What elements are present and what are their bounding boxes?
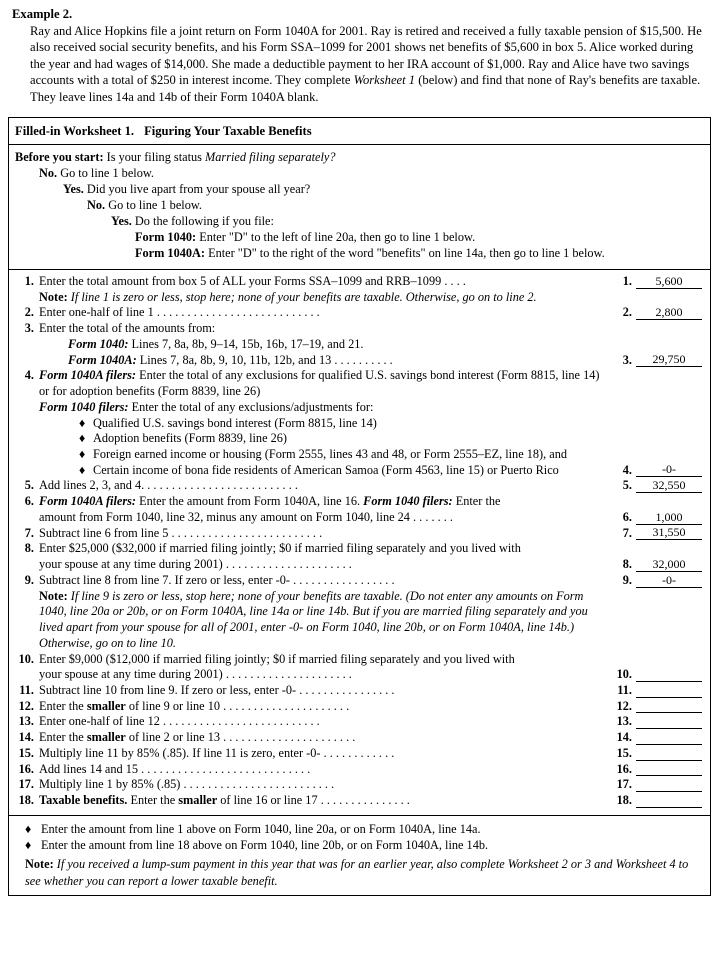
- worksheet-line-11: [9, 683, 710, 699]
- form-1040-label: Form 1040:: [68, 336, 129, 351]
- amount-field[interactable]: 2,800: [636, 306, 702, 320]
- worksheet-line-17: [9, 777, 710, 793]
- line-text: [39, 714, 610, 730]
- line-3-form-1040: [39, 337, 610, 353]
- line-text: [39, 573, 610, 589]
- form-1040a-text: Enter "D" to the right of the word "benefits" on line 14a, then go to line 1 below.: [208, 245, 605, 260]
- dot-leader: . . . . . . . . . . . . . . . . . . . . . . . . . . . .: [141, 761, 311, 776]
- dot-leader: . . . . . . . . . . . . . . . . . . . . . .: [223, 730, 356, 745]
- bullet-icon: ♦: [79, 415, 86, 430]
- worksheet-line-4-1040: [9, 400, 710, 416]
- line-label: Enter one-half of line 12: [39, 714, 160, 729]
- line-9-note: Note: If line 9 is zero or less, stop here; none of your benefits are taxable. (Do not enter any amounts on Form 1040, line 20a or 20b, or on Form 1040A, line 14a or line 14b. But if you are married filing separately and you lived apart from your spouse for all of 2001, enter -0- on Form 1040, line 20b, or on Form 1040A, line 14b.) Otherwise, go on to line 10.: [39, 588, 588, 650]
- line-label: Enter the total of the amounts from:: [39, 321, 216, 336]
- amount-field[interactable]: [636, 747, 702, 761]
- line-number-right: 2.: [622, 305, 632, 320]
- line-4-body: Enter the total of any exclusions for qualified U.S. savings bond interest (Form 8815, line 14) or for adoption benefits (Form 8839, line 26): [39, 368, 600, 399]
- form-1040a-label: Form 1040A:: [135, 245, 206, 260]
- dot-leader: . . . . . . . . . . . .: [323, 745, 395, 760]
- worksheet-line-4-bullet-1: [9, 416, 710, 432]
- line-number: 18.: [18, 793, 34, 808]
- line-10-text: Enter $9,000 ($12,000 if married filing jointly; $0 if married filing separately and you lived with: [39, 651, 515, 666]
- footer-bullet-2: [25, 837, 700, 853]
- line-label: Subtract line 10 from line 9. If zero or less, enter -0-: [39, 683, 297, 697]
- dot-leader: . . . . . . . . . . . . . . . . . . . . . . . . . . .: [156, 305, 320, 320]
- worksheet-line-2: [9, 305, 710, 321]
- worksheet-title-filled: Filled-in Worksheet 1.: [15, 123, 135, 138]
- amount-field[interactable]: [636, 762, 702, 776]
- worksheet-line-1-note: [9, 290, 710, 306]
- line-6-body: Enter the amount from Form 1040A, line 16.: [139, 494, 361, 509]
- amount-field[interactable]: 32,000: [636, 558, 702, 572]
- worksheet-line-15: [9, 746, 710, 762]
- before-start-yes2-label: Yes.: [111, 213, 132, 228]
- bullet-icon: ♦: [79, 462, 86, 477]
- line-number: 10.: [18, 651, 34, 666]
- dot-leader: . . . . . . .: [413, 509, 453, 524]
- example-heading: Example 2.: [12, 7, 73, 21]
- line-label: Subtract line 6 from line 5: [39, 525, 169, 540]
- bullet-text: Qualified U.S. savings bond interest (Form 8815, line 14): [93, 415, 377, 430]
- amount-field[interactable]: [636, 794, 702, 808]
- worksheet-lines: [9, 270, 710, 811]
- form-1040-filers-label: Form 1040 filers:: [39, 399, 129, 414]
- line-number: 2.: [24, 305, 34, 320]
- before-start-no1-text: Go to line 1 below.: [60, 166, 154, 180]
- line-number: 14.: [18, 730, 34, 745]
- before-start-no1: [15, 166, 704, 182]
- line-text: [39, 274, 610, 290]
- worksheet-line-6-cont: [9, 510, 710, 526]
- dot-leader: . . . .: [444, 273, 466, 288]
- line-number-right: 5.: [622, 478, 632, 493]
- dot-leader: . . . . . . . . . . . . . . .: [320, 793, 410, 808]
- before-start-no2-text: Go to line 1 below.: [108, 197, 202, 212]
- bullet-text: Certain income of bona fide residents of American Samoa (Form 4563, line 15) or Puerto Rico: [93, 462, 559, 477]
- form-1040-text: Enter "D" to the left of line 20a, then go to line 1 below.: [199, 229, 476, 244]
- worksheet-line-8: [9, 541, 710, 557]
- dot-leader: . . . . . . . . . . . . . . . .: [299, 683, 395, 697]
- worksheet-line-4-bullet-3: [9, 447, 710, 463]
- before-start-yes2-text: Do the following if you file:: [134, 213, 274, 228]
- before-start-question: Is your filing status Married filing separately?: [106, 150, 336, 165]
- amount-field[interactable]: [636, 699, 702, 713]
- worksheet-line-18: [9, 793, 710, 809]
- before-start-form-1040: [15, 230, 704, 246]
- form-1040a-lines: Lines 7, 8a, 8b, 9, 10, 11b, 12b, and 13: [139, 352, 332, 367]
- line-number: 12.: [18, 698, 34, 713]
- dot-leader: . . . . . . . . . . . . . . . . . . . . .: [223, 698, 350, 713]
- worksheet-line-4: [9, 368, 710, 399]
- line-4-1040-text: [39, 400, 610, 416]
- bullet-text: Foreign earned income or housing (Form 2555, lines 43 and 48, or Form 2555–EZ, line 18), and: [93, 446, 568, 461]
- line-number: 17.: [18, 777, 34, 792]
- worksheet-line-3-sub1: [9, 337, 710, 353]
- worksheet-line-16: [9, 762, 710, 778]
- line-number-right: 1.: [622, 273, 632, 288]
- worksheet-line-6: [9, 494, 710, 510]
- amount-field[interactable]: [636, 715, 702, 729]
- bullet-icon: ♦: [79, 431, 86, 446]
- line-number-right: 10.: [616, 667, 632, 682]
- form-1040-label: Form 1040:: [135, 229, 197, 244]
- line-text: [39, 305, 610, 321]
- form-1040a-label: Form 1040A:: [68, 352, 137, 367]
- before-start-no2: [15, 198, 704, 214]
- worksheet-line-10-cont: [9, 667, 710, 683]
- line-number: 8.: [24, 541, 34, 556]
- footer-note-label: Note:: [25, 857, 54, 872]
- line-6-cont-text: [39, 510, 610, 526]
- before-start-yes2: [15, 214, 704, 230]
- line-number: 3.: [24, 321, 34, 336]
- before-start-yes1: [15, 182, 704, 198]
- bullet-text: Adoption benefits (Form 8839, line 26): [93, 431, 287, 446]
- line-label: Multiply line 1 by 85% (.85): [39, 777, 181, 792]
- footer-bullet-1: [25, 821, 700, 837]
- line-number: 9.: [24, 572, 34, 587]
- amount-field[interactable]: 5,600: [636, 275, 702, 289]
- line-number-right: 8.: [622, 557, 632, 572]
- worksheet-line-4-bullet-4: [9, 463, 710, 479]
- before-start-yes1-label: Yes.: [63, 181, 84, 196]
- worksheet-line-10: [9, 652, 710, 668]
- line-4-1040-body: Enter the total of any exclusions/adjustments for:: [131, 399, 374, 414]
- amount-field[interactable]: 29,750: [636, 353, 702, 367]
- line-text: [39, 746, 610, 762]
- amount-field[interactable]: 1,000: [636, 511, 702, 525]
- dot-leader: . . . . . . . . . . . . . . . . . . . . .: [225, 557, 352, 572]
- worksheet-box: [8, 117, 711, 896]
- line-4-text: [39, 368, 610, 399]
- line-number-right: 6.: [622, 509, 632, 524]
- line-label: Subtract line 8 from line 7. If zero or less, enter -0-: [39, 572, 290, 587]
- form-1040a-filers-label: Form 1040A filers:: [39, 368, 137, 383]
- line-6-body-2: Enter the: [455, 494, 501, 509]
- dot-leader: . . . . . . . . . . . . . . . . . . . . . . . . .: [171, 525, 323, 540]
- line-number: 7.: [24, 525, 34, 540]
- worksheet-title: [9, 118, 710, 145]
- line-number-right: 3.: [622, 352, 632, 367]
- line-label: Enter one-half of line 1: [39, 305, 154, 320]
- before-start-form-1040a: [15, 246, 704, 262]
- before-start-yes1-text: Did you live apart from your spouse all year?: [86, 181, 311, 196]
- line-text: [39, 683, 610, 699]
- line-label: Multiply line 11 by 85% (.85). If line 11 is zero, enter -0-: [39, 745, 321, 760]
- line-6-text: [39, 494, 610, 510]
- line-10-cont-text: your spouse at any time during 2001) . . . . . . . . . . . . . . . . . . . . .: [39, 667, 352, 682]
- form-1040-filers-label: Form 1040 filers:: [363, 494, 453, 509]
- before-you-start-block: [9, 145, 710, 270]
- line-text: [39, 478, 610, 494]
- line-label: Add lines 14 and 15: [39, 761, 139, 776]
- line-number-right: 7.: [622, 525, 632, 540]
- footer-bullet-text: Enter the amount from line 1 above on Form 1040, line 20a, or on Form 1040A, line 14a.: [41, 821, 481, 836]
- form-1040a-filers-label: Form 1040A filers:: [39, 494, 137, 509]
- line-number: 16.: [18, 761, 34, 776]
- line-text: [39, 762, 610, 778]
- line-number-right: 18.: [616, 793, 632, 808]
- dot-leader: . . . . . . . . . . . . . . . . . . . . . . . . .: [183, 777, 335, 792]
- worksheet-line-1: [9, 274, 710, 290]
- amount-field[interactable]: [636, 668, 702, 682]
- line-number: 4.: [24, 368, 34, 383]
- line-number-right: 14.: [616, 730, 632, 745]
- line-number: 1.: [24, 273, 34, 288]
- bullet-icon: ♦: [25, 821, 32, 836]
- line-18-text: Taxable benefits. Enter the smaller of line 16 or line 17 . . . . . . . . . . . . . . .: [39, 793, 410, 808]
- amount-field[interactable]: [636, 778, 702, 792]
- line-3-form-1040a: [39, 353, 610, 369]
- worksheet-line-5: [9, 478, 710, 494]
- worksheet-line-9-note: [9, 589, 710, 652]
- footer-note: [25, 856, 700, 888]
- line-text: [39, 777, 610, 793]
- bullet-icon: ♦: [79, 446, 86, 461]
- line-number: 11.: [19, 683, 34, 697]
- dot-leader: . . . . . . . . . .: [334, 352, 393, 367]
- before-start-no2-label: No.: [87, 197, 106, 212]
- dot-leader: . . . . . . . . . . . . . . . . . . . . . . . . .: [147, 478, 298, 493]
- taxable-benefits-label: Taxable benefits.: [39, 793, 128, 808]
- line-label: Add lines 2, 3, and 4.: [39, 478, 145, 493]
- line-number-right: 16.: [616, 761, 632, 776]
- line-number-right: 17.: [616, 777, 632, 792]
- worksheet-line-3-sub2: [9, 353, 710, 369]
- footer-bullet-text: Enter the amount from line 18 above on Form 1040, line 20b, or on Form 1040A, line 14b.: [41, 838, 489, 853]
- amount-field[interactable]: 31,550: [636, 526, 702, 540]
- dot-leader: . . . . . . . . . . . . . . . . .: [293, 572, 395, 587]
- line-8-text: Enter $25,000 ($32,000 if married filing jointly; $0 if married filing separately and you lived with: [39, 541, 521, 556]
- amount-field[interactable]: 32,550: [636, 479, 702, 493]
- worksheet-line-3: [9, 321, 710, 337]
- amount-field[interactable]: [636, 731, 702, 745]
- line-label: Enter the total amount from box 5 of ALL your Forms SSA–1099 and RRB–1099: [39, 273, 442, 288]
- line-8-cont-text: your spouse at any time during 2001) . . . . . . . . . . . . . . . . . . . . .: [39, 557, 352, 572]
- worksheet-line-7: [9, 526, 710, 542]
- line-6-cont-body: amount from Form 1040, line 32, minus any amount on Form 1040, line 24: [39, 509, 410, 524]
- amount-field[interactable]: -0-: [636, 463, 702, 477]
- worksheet-line-9: [9, 573, 710, 589]
- form-1040-lines: Lines 7, 8a, 8b, 9–14, 15b, 16b, 17–19, and 21.: [131, 336, 364, 351]
- dot-leader: . . . . . . . . . . . . . . . . . . . . . . . . . .: [162, 714, 320, 729]
- line-12-text: Enter the smaller of line 9 or line 10 . . . . . . . . . . . . . . . . . . . . .: [39, 698, 350, 713]
- line-number-right: 12.: [616, 698, 632, 713]
- line-14-text: Enter the smaller of line 2 or line 13 . . . . . . . . . . . . . . . . . . . . . .: [39, 730, 356, 745]
- line-1-note: Note: If line 1 is zero or less, stop here; none of your benefits are taxable. Otherwise, go on to line 2.: [39, 289, 537, 304]
- line-number: 6.: [24, 494, 34, 509]
- worksheet-line-4-bullet-2: [9, 431, 710, 447]
- line-number: 15.: [18, 745, 34, 760]
- worksheet-footer: [9, 816, 710, 895]
- line-number-right: 11.: [617, 683, 632, 697]
- line-number-right: 13.: [616, 714, 632, 729]
- bullet-icon: ♦: [25, 838, 32, 853]
- example-paragraph: Ray and Alice Hopkins file a joint return on Form 1040A for 2001. Ray is retired and received a fully taxable pension of $15,500. He also received social security benefits, and his Form SSA–1099 for 2001 shows net benefits of $5,600 in box 5. Alice worked during the year and had wages of $14,000. She made a deductible payment to her IRA account of $1,000. Ray and Alice have two savings accounts with a total of $250 in interest income. They complete Worksheet 1 (below) and find that none of Ray's benefits are taxable. They leave lines 14a and 14b of their Form 1040A blank.: [30, 24, 702, 104]
- amount-field[interactable]: -0-: [636, 574, 702, 588]
- line-number-right: 15.: [616, 745, 632, 760]
- line-number: 5.: [24, 478, 34, 493]
- amount-field[interactable]: [636, 684, 702, 698]
- before-start-question-line: [15, 150, 704, 166]
- worksheet-line-13: [9, 714, 710, 730]
- dot-leader: . . . . . . . . . . . . . . . . . . . . .: [225, 667, 352, 682]
- line-number-right: 4.: [622, 462, 632, 477]
- before-start-no1-label: No.: [39, 166, 58, 180]
- worksheet-line-14: [9, 730, 710, 746]
- line-number-right: 9.: [622, 572, 632, 587]
- worksheet-line-12: [9, 699, 710, 715]
- line-text: [39, 526, 610, 542]
- before-start-label: Before you start:: [15, 150, 104, 165]
- worksheet-line-8-cont: [9, 557, 710, 573]
- footer-note-text: If you received a lump-sum payment in this year that was for an earlier year, also complete Worksheet 2 or 3 and Worksheet 4 to see whether you can report a lower taxable benefit.: [25, 857, 689, 888]
- worksheet-title-name: Figuring Your Taxable Benefits: [144, 123, 312, 138]
- line-number: 13.: [18, 714, 34, 729]
